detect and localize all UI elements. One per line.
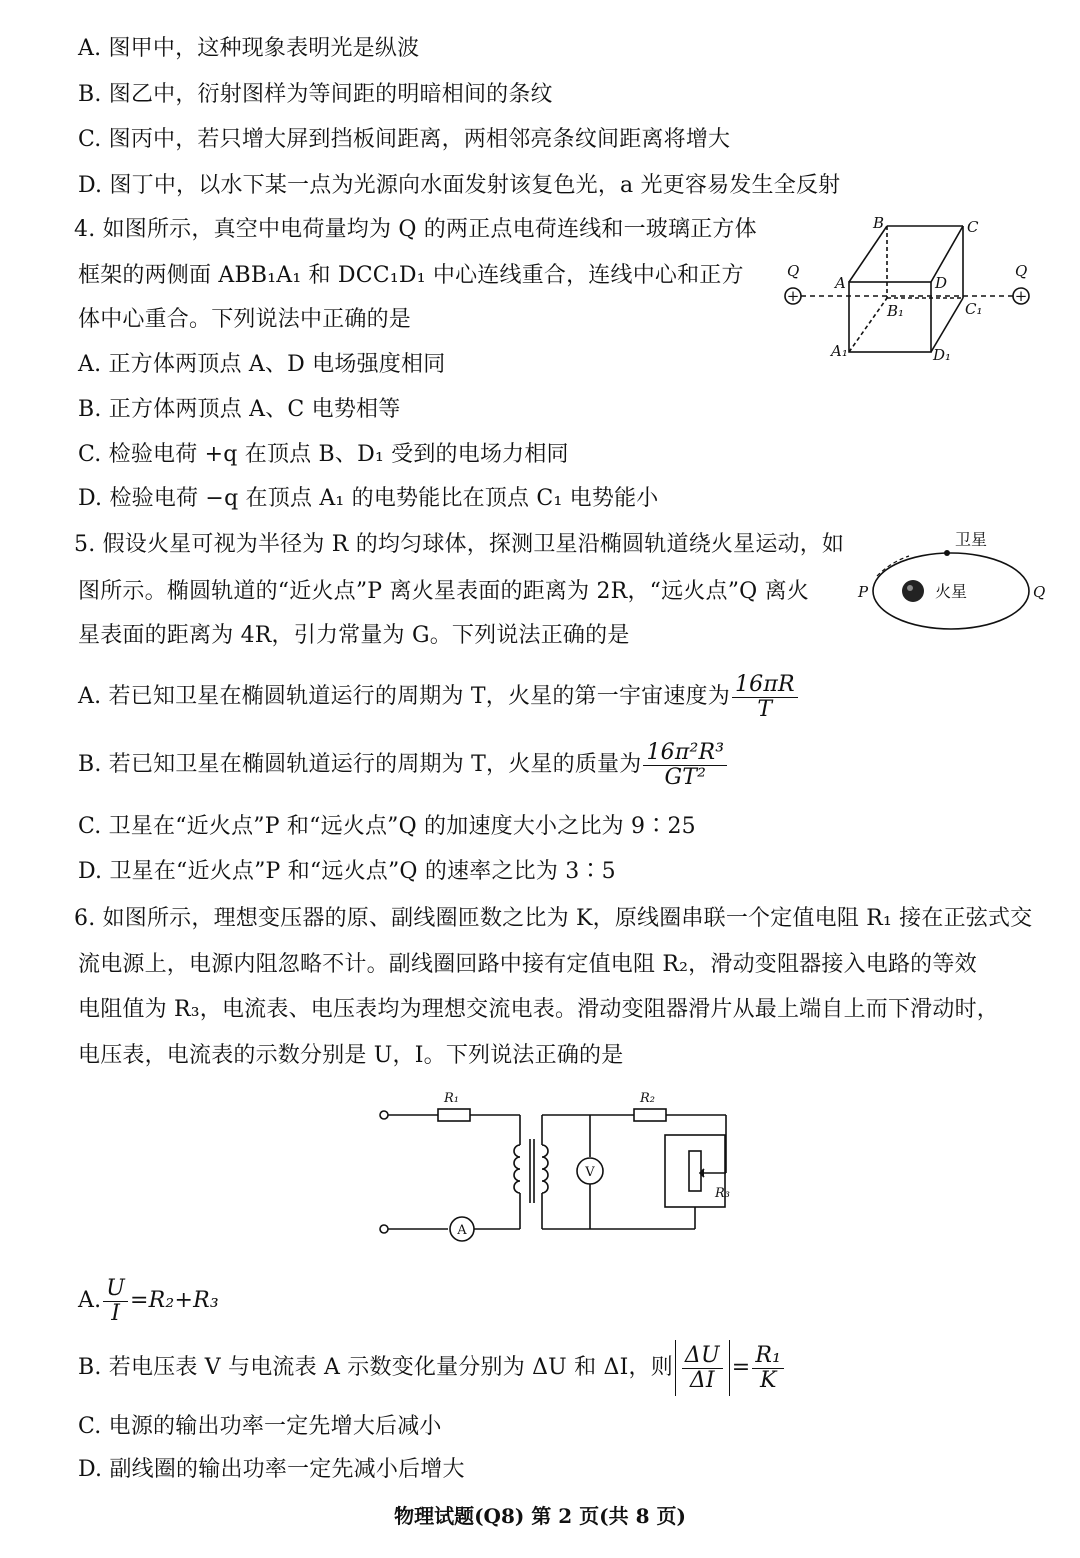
q4-label-d: D	[935, 274, 948, 292]
q6-stem-line-4: 电压表，电流表的示数分别是 U，I。下列说法正确的是	[78, 1043, 624, 1068]
q4-option-d: D. 检验电荷 −q 在顶点 A₁ 的电势能比在顶点 C₁ 电势能小	[78, 486, 659, 511]
q5-option-a-text: A. 若已知卫星在椭圆轨道运行的周期为 T，火星的第一宇宙速度为	[78, 684, 730, 709]
q5-label-mars: 火星	[935, 582, 968, 601]
q4-stem-line-1: 4. 如图所示，真空中电荷量均为 Q 的两正点电荷连线和一玻璃正方体	[74, 217, 757, 242]
q4-label-a: A	[835, 274, 846, 292]
q5-option-b	[78, 740, 729, 790]
q3-option-c: C. 图丙中，若只增大屏到挡板间距离，两相邻亮条纹间距离将增大	[78, 127, 731, 152]
q5-label-p: P	[858, 583, 869, 601]
q6-label-r3: R₃	[715, 1186, 730, 1201]
q5-orbit-figure	[855, 528, 1045, 640]
q6-label-r1: R₁	[444, 1091, 459, 1106]
q6-option-a-numerator: U	[103, 1277, 128, 1302]
q5-option-a-numerator: 16πR	[732, 673, 798, 698]
q6-stem-line-3: 电阻值为 R₃，电流表、电压表均为理想交流电表。滑动变阻器滑片从最上端自上而下滑动时，	[78, 997, 999, 1022]
q6-voltmeter-label: V	[585, 1165, 595, 1180]
q6-ammeter-label: A	[457, 1223, 467, 1238]
q6-option-d: D. 副线圈的输出功率一定先减小后增大	[78, 1457, 465, 1482]
q3-option-a: A. 图甲中，这种现象表明光是纵波	[78, 36, 420, 61]
q6-option-a-rest: =R₂+R₃	[130, 1288, 219, 1313]
q6-option-b-equals: =	[731, 1355, 751, 1380]
q6-label-r2: R₂	[640, 1091, 655, 1106]
q5-option-c: C. 卫星在“近火点”P 和“远火点”Q 的加速度大小之比为 9∶25	[78, 814, 696, 839]
q5-option-a-fraction	[732, 673, 798, 722]
q4-label-c: C	[967, 218, 979, 236]
q6-option-b-ratio-numerator: R₁	[752, 1344, 784, 1369]
q3-option-b: B. 图乙中，衍射图样为等间距的明暗相间的条纹	[78, 82, 553, 107]
q6-stem-line-2: 流电源上，电源内阻忽略不计。副线圈回路中接有定值电阻 R₂，滑动变阻器接入电路的等效	[78, 952, 977, 977]
q6-option-c: C. 电源的输出功率一定先增大后减小	[78, 1414, 442, 1439]
q5-option-a	[78, 672, 800, 722]
q5-option-a-denominator: T	[757, 696, 773, 722]
q3-option-d: D. 图丁中，以水下某一点为光源向水面发射该复色光，a 光更容易发生全反射	[78, 173, 841, 198]
q4-label-c1: C₁	[965, 300, 983, 318]
q4-label-d1: D₁	[933, 346, 952, 364]
q6-option-b-denominator: ΔI	[689, 1367, 715, 1393]
q4-cube-figure	[775, 210, 1040, 370]
q5-label-q: Q	[1033, 583, 1045, 601]
q4-stem-line-2: 框架的两侧面 ABB₁A₁ 和 DCC₁D₁ 中心连线重合，连线中心和正方	[78, 263, 744, 288]
q6-option-b-numerator: ΔU	[682, 1344, 723, 1369]
q6-option-b	[78, 1340, 786, 1396]
q5-stem-line-2: 图所示。椭圆轨道的“近火点”P 离火星表面的距离为 2R，“远火点”Q 离火	[78, 579, 809, 604]
q5-option-b-denominator: GT²	[664, 764, 707, 790]
q4-label-q-right: Q	[1015, 262, 1028, 280]
page-footer: 物理试题(Q8) 第 2 页(共 8 页)	[394, 1504, 686, 1528]
q4-label-b1: B₁	[887, 302, 905, 320]
q6-option-a-fraction	[103, 1277, 128, 1326]
q5-option-d: D. 卫星在“近火点”P 和“远火点”Q 的速率之比为 3∶5	[78, 859, 616, 884]
q6-circuit-figure	[370, 1085, 750, 1255]
q5-option-b-fraction	[643, 741, 727, 790]
q4-label-a1: A₁	[831, 342, 848, 360]
q6-option-a	[78, 1275, 219, 1327]
q5-option-b-text: B. 若已知卫星在椭圆轨道运行的周期为 T，火星的质量为	[78, 752, 642, 777]
q4-charge-right-sign: +	[1014, 287, 1028, 305]
q6-option-b-ratio-denominator: K	[759, 1367, 777, 1393]
q6-option-b-fraction	[682, 1344, 723, 1393]
q4-charge-left-sign: +	[786, 287, 800, 305]
q5-stem-line-1: 5. 假设火星可视为半径为 R 的均匀球体，探测卫星沿椭圆轨道绕火星运动，如	[74, 532, 845, 557]
q6-stem-line-1: 6. 如图所示，理想变压器的原、副线圈匝数之比为 K，原线圈串联一个定值电阻 R₁ 接在正弦式交	[74, 906, 1033, 931]
q4-label-q-left: Q	[787, 262, 800, 280]
q6-option-b-ratio	[752, 1344, 784, 1393]
q6-option-a-prefix: A.	[78, 1288, 102, 1313]
q6-option-b-abs	[675, 1340, 730, 1396]
q5-option-b-numerator: 16π²R³	[643, 741, 727, 766]
q5-label-satellite: 卫星	[955, 530, 988, 549]
q4-option-a: A. 正方体两顶点 A、D 电场强度相同	[78, 352, 446, 377]
q4-stem-line-3: 体中心重合。下列说法中正确的是	[78, 307, 412, 332]
q6-option-b-text: B. 若电压表 V 与电流表 A 示数变化量分别为 ΔU 和 ΔI，则	[78, 1355, 673, 1380]
q4-option-b: B. 正方体两顶点 A、C 电势相等	[78, 397, 401, 422]
q6-option-a-denominator: I	[111, 1300, 121, 1326]
q4-label-b: B	[873, 214, 885, 232]
q4-option-c: C. 检验电荷 +q 在顶点 B、D₁ 受到的电场力相同	[78, 442, 569, 467]
q5-stem-line-3: 星表面的距离为 4R，引力常量为 G。下列说法正确的是	[78, 623, 630, 648]
